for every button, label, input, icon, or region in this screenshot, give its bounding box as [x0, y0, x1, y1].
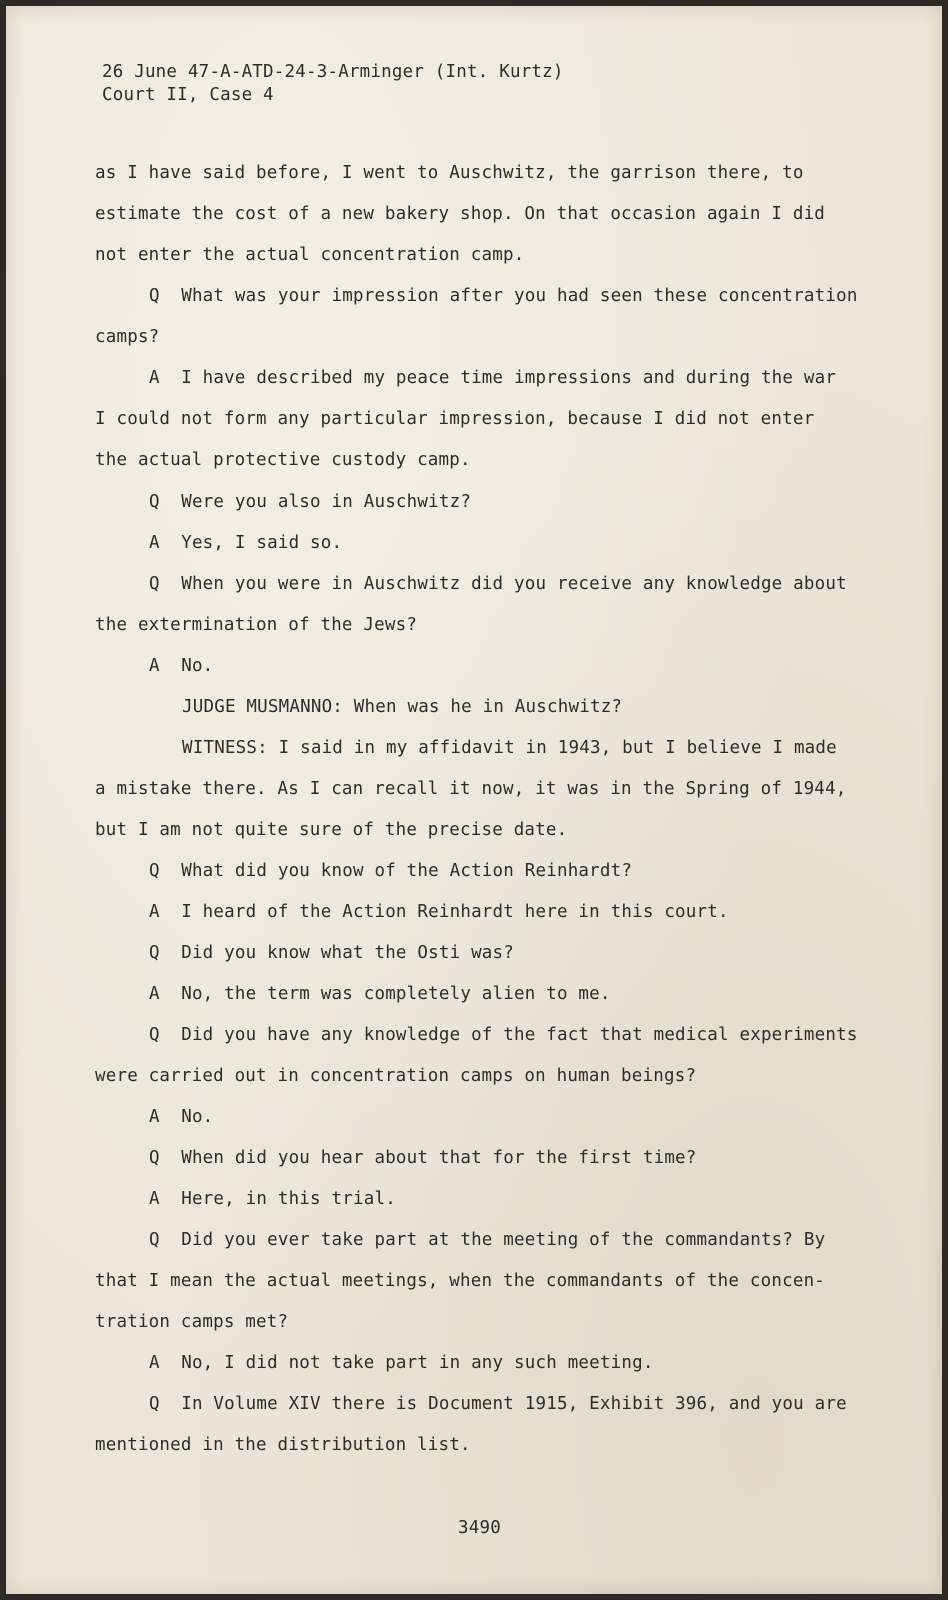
transcript-line: estimate the cost of a new bakery shop. On that occasion again I did — [95, 204, 826, 224]
transcript-line: that I mean the actual meetings, when the commandants of the concen- — [95, 1271, 826, 1291]
transcript-line: I could not form any particular impression, because I did not enter — [95, 409, 815, 429]
transcript-page — [6, 6, 942, 1594]
answer-line: A I heard of the Action Reinhardt here in this court. — [149, 902, 729, 922]
witness-line: WITNESS: I said in my affidavit in 1943, but I believe I made — [182, 738, 837, 758]
answer-line: A No. — [149, 656, 214, 676]
transcript-line: a mistake there. As I can recall it now, it was in the Spring of 1944, — [95, 779, 847, 799]
transcript-line: mentioned in the distribution list. — [95, 1435, 471, 1455]
transcript-line: camps? — [95, 327, 160, 347]
transcript-line: were carried out in concentration camps on human beings? — [95, 1066, 697, 1086]
answer-line: A No, the term was completely alien to me. — [149, 984, 611, 1004]
question-line: Q In Volume XIV there is Document 1915, Exhibit 396, and you are — [149, 1394, 847, 1414]
header-session-line: 26 June 47-A-ATD-24-3-Arminger (Int. Kurtz) — [102, 62, 564, 82]
question-line: Q Did you have any knowledge of the fact that medical experiments — [149, 1025, 858, 1045]
question-line: Q When you were in Auschwitz did you receive any knowledge about — [149, 574, 847, 594]
question-line: Q When did you hear about that for the first time? — [149, 1148, 697, 1168]
transcript-line: the actual protective custody camp. — [95, 450, 471, 470]
page-number: 3490 — [458, 1518, 501, 1538]
question-line: Q What was your impression after you had seen these concentration — [149, 286, 858, 306]
transcript-line: not enter the actual concentration camp. — [95, 245, 525, 265]
question-line: Q What did you know of the Action Reinhardt? — [149, 861, 633, 881]
judge-line: JUDGE MUSMANNO: When was he in Auschwitz? — [182, 697, 623, 717]
transcript-line: the extermination of the Jews? — [95, 615, 418, 635]
answer-line: A No. — [149, 1107, 214, 1127]
answer-line: A No, I did not take part in any such meeting. — [149, 1353, 654, 1373]
header-court-line: Court II, Case 4 — [102, 85, 274, 105]
answer-line: A Here, in this trial. — [149, 1189, 396, 1209]
question-line: Q Did you ever take part at the meeting of the commandants? By — [149, 1230, 826, 1250]
transcript-line: but I am not quite sure of the precise date. — [95, 820, 568, 840]
answer-line: A Yes, I said so. — [149, 533, 343, 553]
question-line: Q Were you also in Auschwitz? — [149, 492, 472, 512]
question-line: Q Did you know what the Osti was? — [149, 943, 515, 963]
transcript-line: tration camps met? — [95, 1312, 289, 1332]
transcript-line: as I have said before, I went to Auschwitz, the garrison there, to — [95, 163, 804, 183]
answer-line: A I have described my peace time impressions and during the war — [149, 368, 837, 388]
